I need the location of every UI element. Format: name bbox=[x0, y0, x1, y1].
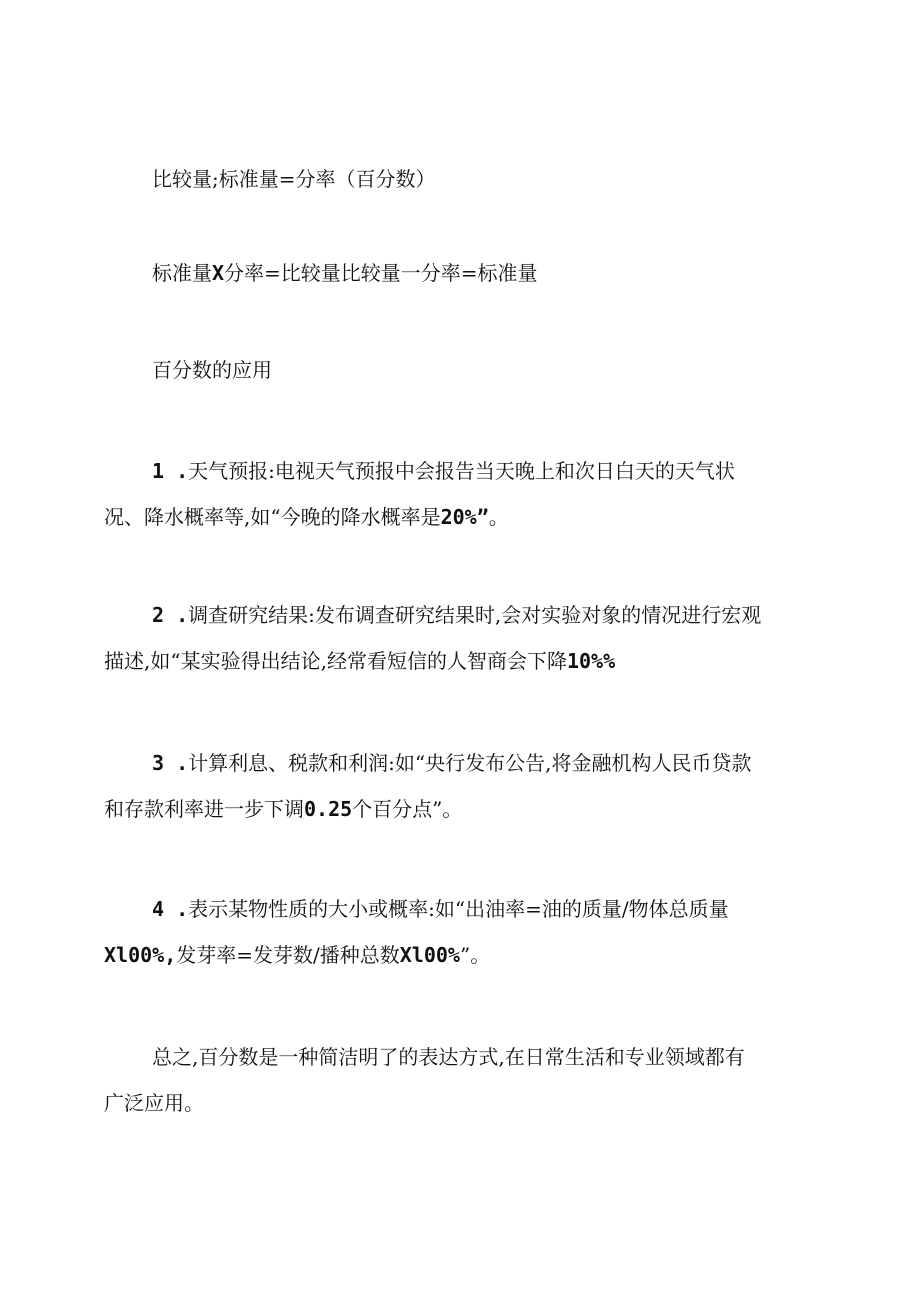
formula-paragraph-2 bbox=[104, 250, 824, 296]
list-item-1 bbox=[104, 448, 824, 540]
multiply-symbol: X bbox=[212, 261, 225, 285]
numeric-value: 0.25 bbox=[304, 797, 353, 821]
formula-paragraph-1 bbox=[104, 156, 824, 202]
list-item-4 bbox=[104, 886, 824, 978]
list-item-text: 调查研究结果:发布调查研究结果时,会对实验对象的情况进行宏观 bbox=[188, 603, 762, 627]
percent-value: Xl00%, bbox=[104, 943, 177, 967]
conclusion-text: 广泛应用。 bbox=[104, 1091, 204, 1115]
list-item-text: 表示某物性质的大小或概率:如“出油率=油的质量/物体总质量 bbox=[188, 897, 729, 921]
section-heading-text: 百分数的应用 bbox=[152, 358, 272, 382]
list-item-text: 个百分点”。 bbox=[352, 797, 463, 821]
list-number: 3 . bbox=[152, 751, 189, 775]
list-number: 1 . bbox=[152, 459, 189, 483]
list-item-text: 发芽率=发芽数/播种总数 bbox=[176, 943, 400, 967]
list-item-text: 天气预报:电视天气预报中会报告当天晚上和次日白天的天气状 bbox=[188, 459, 735, 483]
formula-text-b: 分率=比较量比较量一分率=标准量 bbox=[224, 261, 538, 285]
list-item-2 bbox=[104, 592, 824, 684]
formula-text: 比较量;标准量=分率（百分数） bbox=[152, 167, 436, 191]
list-item-3 bbox=[104, 740, 824, 832]
percent-value: 10%% bbox=[566, 649, 616, 673]
list-item-text: 描述,如“某实验得出结论,经常看短信的人智商会下降 bbox=[104, 649, 567, 673]
list-item-text: 和存款利率进一步下调 bbox=[104, 797, 304, 821]
list-item-text: 计算利息、税款和利润:如“央行发布公告,将金融机构人民币贷款 bbox=[188, 751, 752, 775]
section-heading bbox=[104, 347, 824, 393]
percent-value: 20%” bbox=[440, 505, 489, 529]
conclusion-paragraph bbox=[104, 1034, 824, 1126]
list-item-text: ”。 bbox=[459, 943, 491, 967]
list-number: 4 . bbox=[152, 897, 189, 921]
list-item-text: 况、降水概率等,如“今晚的降水概率是 bbox=[104, 505, 441, 529]
list-number: 2 . bbox=[152, 603, 189, 627]
formula-text-a: 标准量 bbox=[152, 261, 212, 285]
conclusion-text: 总之,百分数是一种简洁明了的表达方式,在日常生活和专业领域都有 bbox=[152, 1045, 745, 1069]
percent-value: Xl00% bbox=[399, 943, 460, 967]
list-item-text: 。 bbox=[488, 505, 509, 529]
